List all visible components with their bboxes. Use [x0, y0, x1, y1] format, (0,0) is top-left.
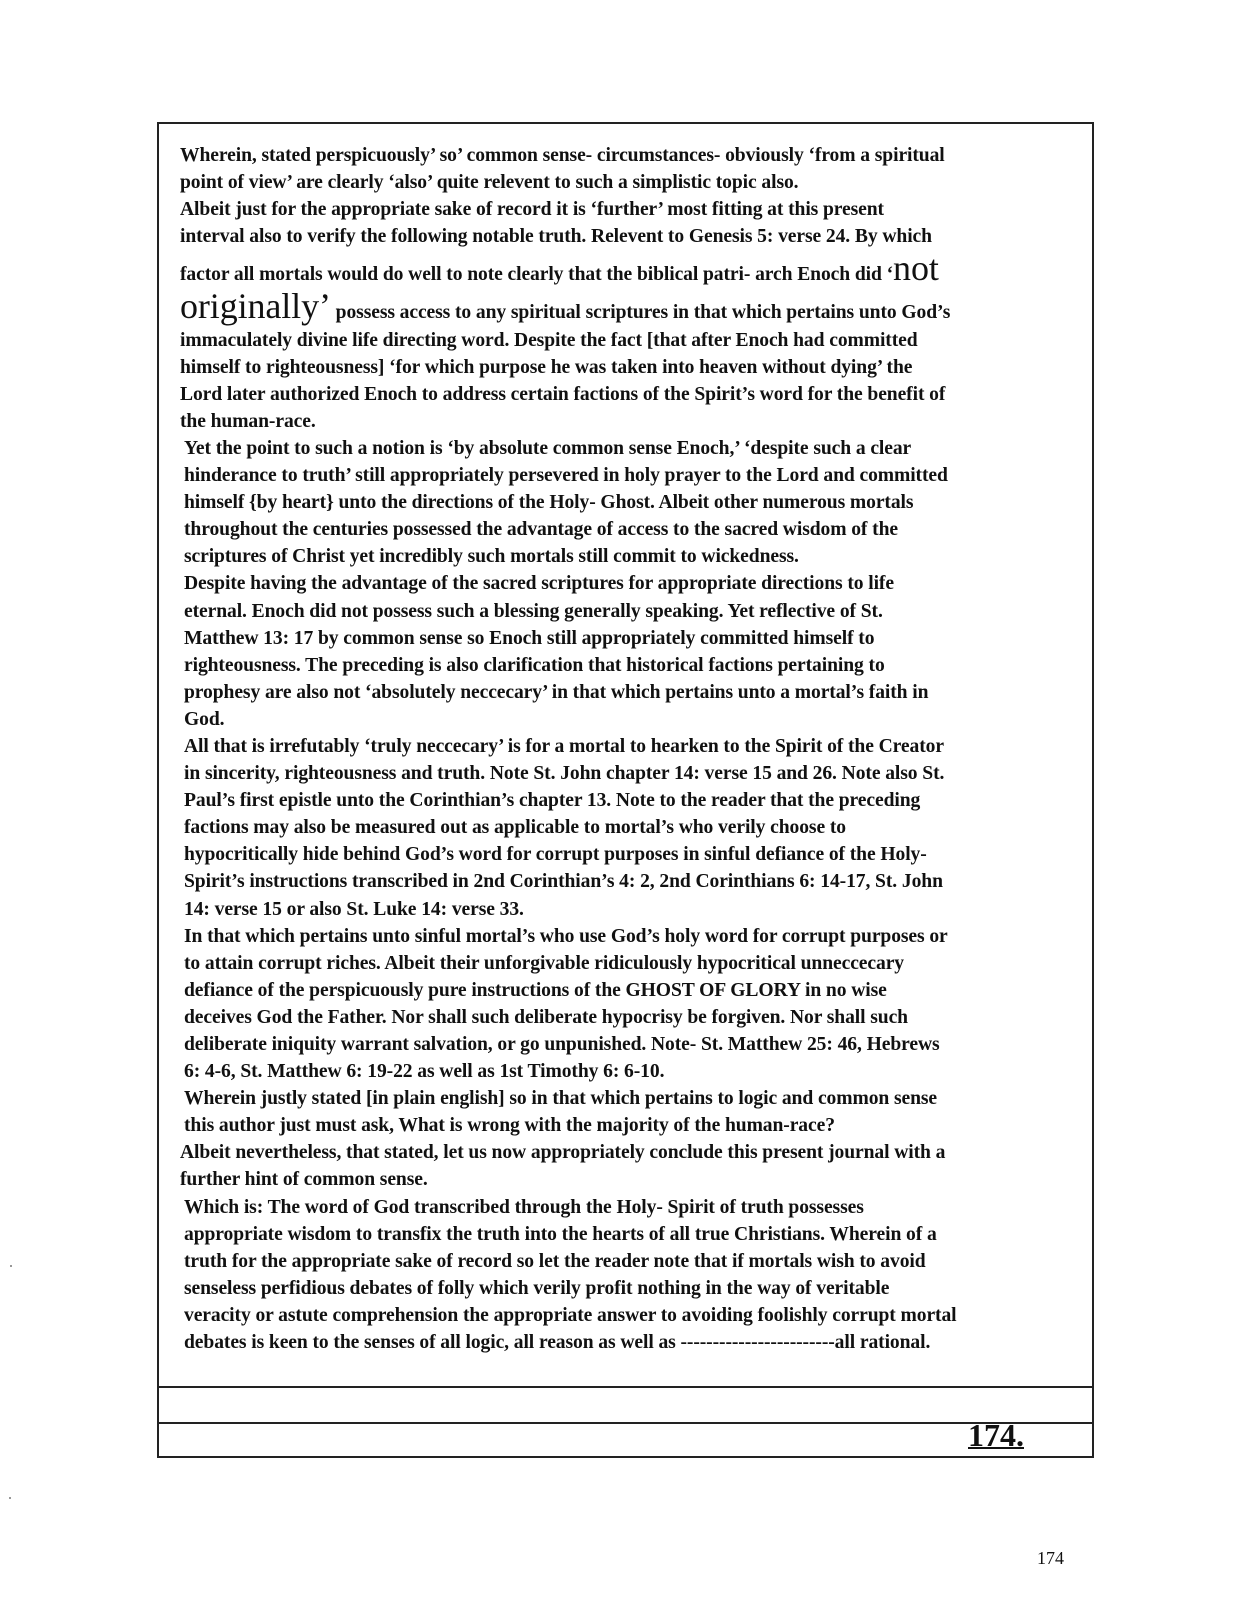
box-page-number: 174.	[968, 1417, 1024, 1453]
paragraph-2	[180, 196, 1080, 435]
text-line: himself {by heart} unto the directions of the Holy- Ghost. Albeit other numerous mortals	[184, 492, 914, 514]
text-line: scriptures of Christ yet incredibly such mortals still commit to wickedness.	[184, 546, 799, 568]
paragraph-1	[180, 142, 1080, 196]
text-line: the human-race.	[180, 410, 316, 432]
enlarged-word: not	[893, 248, 939, 289]
text-line: hypocritically hide behind God’s word for corrupt purposes in sinful defiance of the Holy-	[184, 844, 927, 866]
paragraph-7	[180, 1085, 1080, 1139]
text-line: truth for the appropriate sake of record so let the reader note that if mortals wish to avoid	[184, 1250, 926, 1272]
text-line: prophesy are also not ‘absolutely neccecary’ in that which pertains unto a mortal’s faith in	[184, 681, 929, 703]
text-line: appropriate wisdom to transfix the truth into the hearts of all true Christians. Wherein of a	[184, 1223, 937, 1245]
text-line: defiance of the perspicuously pure instructions of the GHOST OF GLORY in no wise	[184, 979, 887, 1001]
text-line: deceives God the Father. Nor shall such deliberate hypocrisy be forgiven. Nor shall such	[184, 1006, 908, 1028]
paragraph-9	[180, 1194, 1080, 1357]
text-line: hinderance to truth’ still appropriately persevered in holy prayer to the Lord and committed	[184, 465, 948, 487]
journal-body-text	[180, 142, 1080, 1356]
text-line: to attain corrupt riches. Albeit their unforgivable ridiculously hypocritical unneccecary	[184, 952, 904, 974]
text-line: Despite having the advantage of the sacred scriptures for appropriate directions to life	[184, 573, 894, 595]
text-line: in sincerity, righteousness and truth. Note St. John chapter 14: verse 15 and 26. Note also St.	[184, 763, 945, 785]
text-line: point of view’ are clearly ‘also’ quite relevent to such a simplistic topic also.	[180, 172, 799, 194]
text-line: deliberate iniquity warrant salvation, or go unpunished. Note- St. Matthew 25: 46, Hebrews	[184, 1034, 940, 1055]
paragraph-6	[180, 923, 1080, 1086]
text-line: himself to righteousness] ‘for which purpose he was taken into heaven without dying’ the	[180, 356, 913, 378]
text-line: Paul’s first epistle unto the Corinthian’s chapter 13. Note to the reader that the preceding	[184, 790, 921, 812]
text-line: debates is keen to the senses of all logic, all reason as well as ------------------------all rational.	[184, 1332, 931, 1354]
text-line: throughout the centuries possessed the advantage of access to the sacred wisdom of the	[184, 519, 898, 541]
footer-divider-bottom	[157, 1422, 1094, 1424]
text-line: Spirit’s instructions transcribed in 2nd Corinthian’s 4: 2, 2nd Corinthians 6: 14-17, St. John	[184, 871, 943, 893]
text-line: further hint of common sense.	[180, 1169, 428, 1191]
text-line: this author just must ask, What is wrong with the majority of the human-race?	[184, 1115, 835, 1137]
text-line: factions may also be measured out as applicable to mortal’s who verily choose to	[184, 817, 846, 839]
text-line: immaculately divine life directing word. Despite the fact [that after Enoch had committed	[180, 329, 918, 351]
paragraph-5	[180, 733, 1080, 923]
text-line: In that which pertains unto sinful mortal’s who use God’s holy word for corrupt purposes or	[184, 925, 948, 947]
paragraph-8	[180, 1139, 1080, 1193]
text-line: Yet the point to such a notion is ‘by absolute common sense Enoch,’ ‘despite such a clear	[184, 437, 912, 459]
scan-speck	[9, 1497, 11, 1499]
paragraph-3	[180, 435, 1080, 570]
scan-speck	[10, 1265, 12, 1267]
text-line: 6: 4-6, St. Matthew 6: 19-22 as well as 1st Timothy 6: 6-10.	[184, 1061, 665, 1083]
text-line: righteousness. The preceding is also clarification that historical factions pertaining to	[184, 654, 885, 676]
text-line: Albeit just for the appropriate sake of record it is ‘further’ most fitting at this present	[180, 199, 884, 221]
text-line: Albeit nevertheless, that stated, let us now appropriately conclude this present journal with a	[180, 1142, 946, 1164]
paragraph-4	[180, 570, 1080, 733]
text-line: eternal. Enoch did not possess such a blessing generally speaking. Yet reflective of St.	[184, 600, 883, 622]
folio-page-number: 174	[1037, 1548, 1064, 1568]
text-line: Lord later authorized Enoch to address certain factions of the Spirit’s word for the benefit of	[180, 383, 946, 405]
text-line: Wherein, stated perspicuously’ so’ common sense- circumstances- obviously ‘from a spiritual	[180, 145, 945, 166]
text-line: All that is irrefutably ‘truly neccecary’ is for a mortal to hearken to the Spirit of the Creator	[184, 735, 944, 757]
text-line: factor all mortals would do well to note clearly that the biblical patri- arch Enoch did ‘	[180, 264, 894, 286]
text-line: senseless perfidious debates of folly which verily profit nothing in the way of veritable	[184, 1277, 890, 1299]
text-line: interval also to verify the following notable truth. Relevent to Genesis 5: verse 24. By which	[180, 226, 932, 248]
text-line: possess access to any spiritual scriptures in that which pertains unto God’s	[330, 302, 951, 324]
text-line: 14: verse 15 or also St. Luke 14: verse 33.	[184, 898, 524, 920]
text-line: Wherein justly stated [in plain english] so in that which pertains to logic and common sense	[184, 1088, 938, 1110]
footer-divider-top	[157, 1386, 1094, 1388]
text-line: veracity or astute comprehension the appropriate answer to avoiding foolishly corrupt mortal	[184, 1304, 957, 1326]
text-line: Matthew 13: 17 by common sense so Enoch still appropriately committed himself to	[184, 627, 875, 649]
text-line: Which is: The word of God transcribed through the Holy- Spirit of truth possesses	[184, 1196, 864, 1218]
enlarged-word: originally’	[180, 286, 331, 327]
text-line: God.	[184, 708, 225, 730]
